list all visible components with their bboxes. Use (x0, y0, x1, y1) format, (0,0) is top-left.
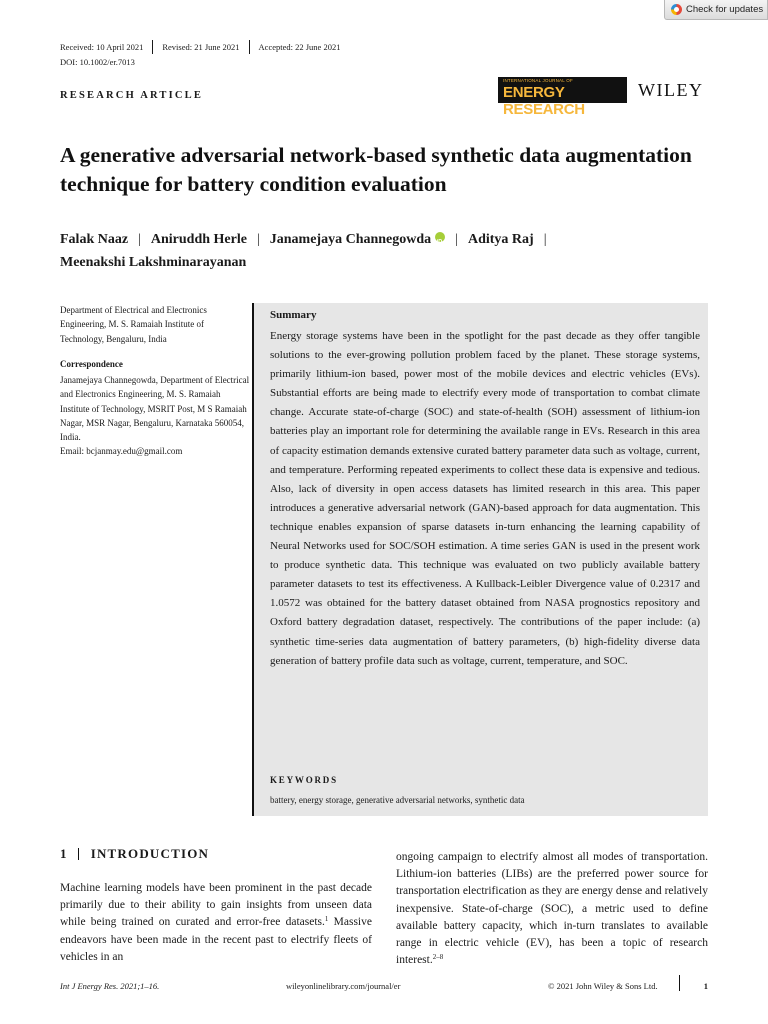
body-text: ongoing campaign to electrify almost all modes of transportation. Lithium-ion batteries (LIBs) are the preferred power source for transportation electrification as they are energy dense and relatively inexpensive. State-of-charge (SOC), a metric used to define available battery capacity, which in-turn translates to available range in electric vehicle (EV), has been a topic of research interest. (396, 851, 708, 967)
footer-copyright: © 2021 John Wiley & Sons Ltd. (548, 981, 658, 991)
section-number: 1 (60, 846, 68, 861)
doi-link[interactable]: DOI: 10.1002/er.7013 (60, 57, 135, 67)
check-for-updates-label: Check for updates (686, 4, 764, 15)
date-divider (152, 40, 153, 54)
article-dates (60, 40, 340, 54)
author-name[interactable]: Falak Naaz (60, 232, 129, 247)
footer-url[interactable]: wileyonlinelibrary.com/journal/er (286, 981, 401, 991)
keywords-heading: KEYWORDS (270, 775, 338, 785)
author-separator: | (543, 232, 547, 247)
affiliation: Department of Electrical and Electronics Engineering, M. S. Ramaiah Institute of Technology, Bengaluru, India (60, 305, 207, 344)
correspondence-details (60, 373, 250, 459)
publisher-logo: WILEY (638, 80, 704, 100)
journal-logo-title: ENERGY RESEARCH (503, 84, 585, 118)
correspondence-email[interactable]: Email: bcjanmay.edu@gmail.com (60, 446, 183, 457)
summary-heading: Summary (270, 309, 317, 321)
journal-logo (498, 77, 627, 118)
author-list (60, 228, 720, 274)
date-divider (249, 40, 250, 54)
introduction-paragraph-left (60, 880, 372, 966)
keywords-list: battery, energy storage, generative adversarial networks, synthetic data (270, 795, 525, 805)
journal-logo-subtitle: INTERNATIONAL JOURNAL OF (503, 78, 573, 83)
revised-date: Revised: 21 June 2021 (162, 42, 240, 52)
citation-ref[interactable]: 2–8 (432, 953, 444, 962)
article-title: A generative adversarial network-based synthetic data augmentation technique for battery condition evaluation (60, 143, 692, 196)
crossmark-icon (671, 4, 682, 15)
section-title: INTRODUCTION (90, 846, 210, 861)
author-name[interactable]: Meenakshi Lakshminarayanan (60, 255, 247, 270)
footer-divider (679, 975, 680, 991)
citation-ref[interactable]: 1 (324, 915, 329, 924)
body-text: Machine learning models have been prominent in the past decade primarily due to their ability to gain insights from unseen data while being trained on curated and error-free datasets. (60, 882, 372, 929)
author-name[interactable]: Aditya Raj (467, 232, 534, 247)
author-name[interactable]: Aniruddh Herle (150, 232, 247, 247)
summary-divider (252, 303, 254, 816)
article-type-label: RESEARCH ARTICLE (60, 90, 204, 101)
correspondence-address: Janamejaya Channegowda, Department of Electrical and Electronics Engineering, M. S. Ramaiah Institute of Technology, MSRIT Post, M S Ramaiah Nagar, MSR Nagar, Bengaluru, Karnataka 560054, India. (60, 375, 250, 443)
received-date: Received: 10 April 2021 (60, 42, 144, 52)
summary-text: Energy storage systems have been in the spotlight for the past decade as they offer tangible solutions to the ever-growing pollution problem faced by the planet. These storage systems, primarily lithium-ion based, power most of the mobile devices and electric vehicles (EVs). Substantial efforts are being made to electrify every mode of transportation to combat climate change. Accurate state-of-charge (SOC) and state-of-health (SOH) assessment of lithium-ion batteries play an important role for determining the available range in EVs. Research in this area of capacity estimation demands extensive curated battery parameter data such as voltage, current, and temperature. Performing repeated experiments to collect these data is expensive and tedious. Also, lack of diversity in open access datasets has limited research in this area. This paper introduces a generative adversarial network (GAN)-based approach for data augmentation. This technique enables expansion of sparse datasets in-turn enhancing the learning capability of Neural Networks used for SOC/SOH estimation. A time series GAN is used in the present work to produce synthetic data. This technique was evaluated on two publicly available battery parameter datasets to test its effectiveness. A Kullback-Leibler Divergence value of 0.2317 and 1.0572 was obtained for the battery dataset obtained from NASA prognostics repository and Oxford battery degradation dataset, respectively. The contributions of the paper include: (a) synthetic time-series data augmentation of battery parameters, (b) high-fidelity diverse data generation of battery profile data such as voltage, current, temperature, and SOC. (270, 330, 700, 667)
accepted-date: Accepted: 22 June 2021 (258, 42, 341, 52)
author-separator: | (138, 232, 141, 247)
introduction-paragraph-right (396, 849, 708, 969)
body-text: Massive endeavors have been made in the recent past to electrify fleets of vehicles in an (60, 916, 372, 963)
page-number: 1 (703, 981, 708, 991)
orcid-icon[interactable] (435, 232, 445, 242)
introduction-heading (60, 846, 209, 862)
footer-citation: Int J Energy Res. 2021;1–16. (60, 981, 160, 991)
heading-divider (78, 848, 79, 860)
author-separator: | (455, 232, 458, 247)
correspondence-heading: Correspondence (60, 359, 123, 369)
author-name[interactable]: Janamejaya Channegowda (269, 232, 432, 247)
author-separator: | (256, 232, 260, 247)
check-for-updates-button[interactable] (664, 0, 768, 20)
